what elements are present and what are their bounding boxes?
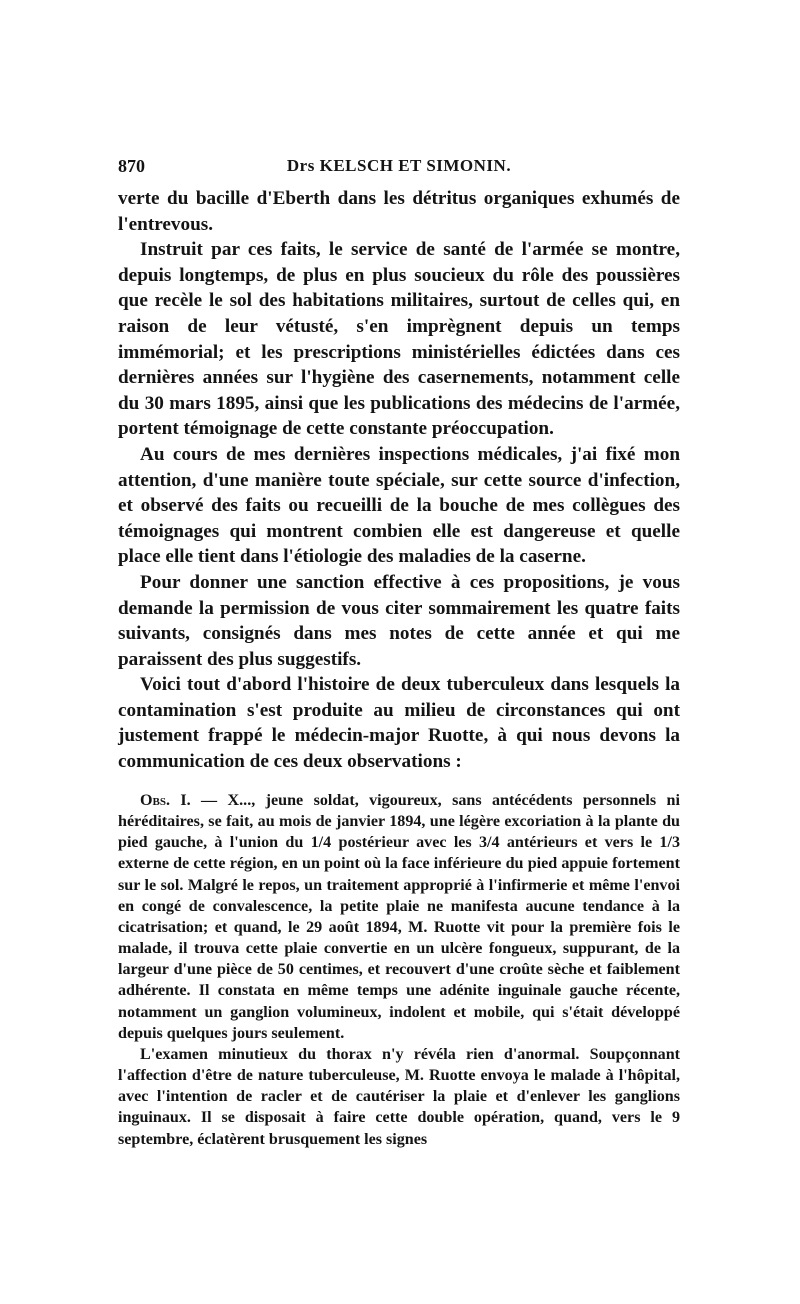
paragraph-tuberculeux: Voici tout d'abord l'histoire de deux tuberculeux dans lesquels la contamination s'est produite au milieu de circonstances qui ont justement frappé le médecin-major Ruotte, à qui nous devons la communication de ces deux observations :	[118, 674, 680, 773]
observation-block	[118, 790, 680, 1150]
paragraph-inspections: Au cours de mes dernières inspections médicales, j'ai fixé mon attention, d'une manière toute spéciale, sur cette source d'infection, et observé des faits ou recueilli de la bouche de mes collègues des témoignages qui montrent combien elle est dangereuse et quelle place elle tient dans l'étiologie des maladies de la caserne.	[118, 443, 680, 568]
main-text	[118, 186, 680, 775]
paragraph-hygiene: Instruit par ces faits, le service de santé de l'armée se montre, depuis longtemps, de plus en plus soucieux du rôle des poussières que recèle le sol des habitations militaires, surtout de celles qui, en raison de leur vétusté, s'en imprègnent depuis un temps immémorial; et les prescriptions ministérielles édictées dans ces dernières années sur l'hygiène des casernements, notamment celle du 30 mars 1895, ainsi que les publications des médecins de l'armée, portent témoignage de cette constante préoccupation.	[118, 239, 680, 440]
page-header	[118, 156, 680, 180]
observation-label: Obs. I.	[140, 792, 191, 809]
paragraph-propositions: Pour donner une sanction effective à ces propositions, je vous demande la permission de vous citer sommairement les quatre faits suivants, consignés dans mes notes de cette année et qui me paraissent des plus suggestifs.	[118, 571, 680, 670]
observation-paragraph-1	[118, 790, 680, 1044]
observation-paragraph-2: L'examen minutieux du thorax n'y révéla rien d'anormal. Soupçonnant l'affection d'être de nature tuberculeuse, M. Ruotte envoya le malade à l'hôpital, avec l'intention de racler et de cautériser la plaie et d'enlever les ganglions inguinaux. Il se disposait à faire cette double opération, quand, vers le 9 septembre, éclatèrent brusquement les signes	[118, 1045, 680, 1148]
running-head: Drs KELSCH ET SIMONIN.	[286, 156, 512, 175]
observation-text-1: — X..., jeune soldat, vigoureux, sans antécédents personnels ni héréditaires, se fait, au mois de janvier 1894, une légère excoriation à la plante du pied gauche, à l'union du 1/4 postérieur avec les 3/4 antérieurs et vers le 1/3 externe de cette région, en un point où la face inférieure du pied appuie fortement sur le sol. Malgré le repos, un traitement approprié à l'infirmerie et même l'envoi en congé de convalescence, la petite plaie ne manifesta aucune tendance à la cicatrisation; et quand, le 29 août 1894, M. Ruotte vit pour la première fois le malade, il trouva cette plaie convertie en un ulcère fongueux, suppurant, de la largeur d'une pièce de 50 centimes, et recouvert d'une croûte sèche et faiblement adhérente. Il constata en même temps une adénite inguinale gauche récente, notamment un ganglion volumineux, indolent et mobile, qui s'était développé depuis quelques jours seulement.	[118, 792, 680, 1042]
page-number: 870	[118, 156, 145, 176]
paragraph-continuation: verte du bacille d'Eberth dans les détritus organiques exhumés de l'entrevous.	[118, 188, 680, 235]
